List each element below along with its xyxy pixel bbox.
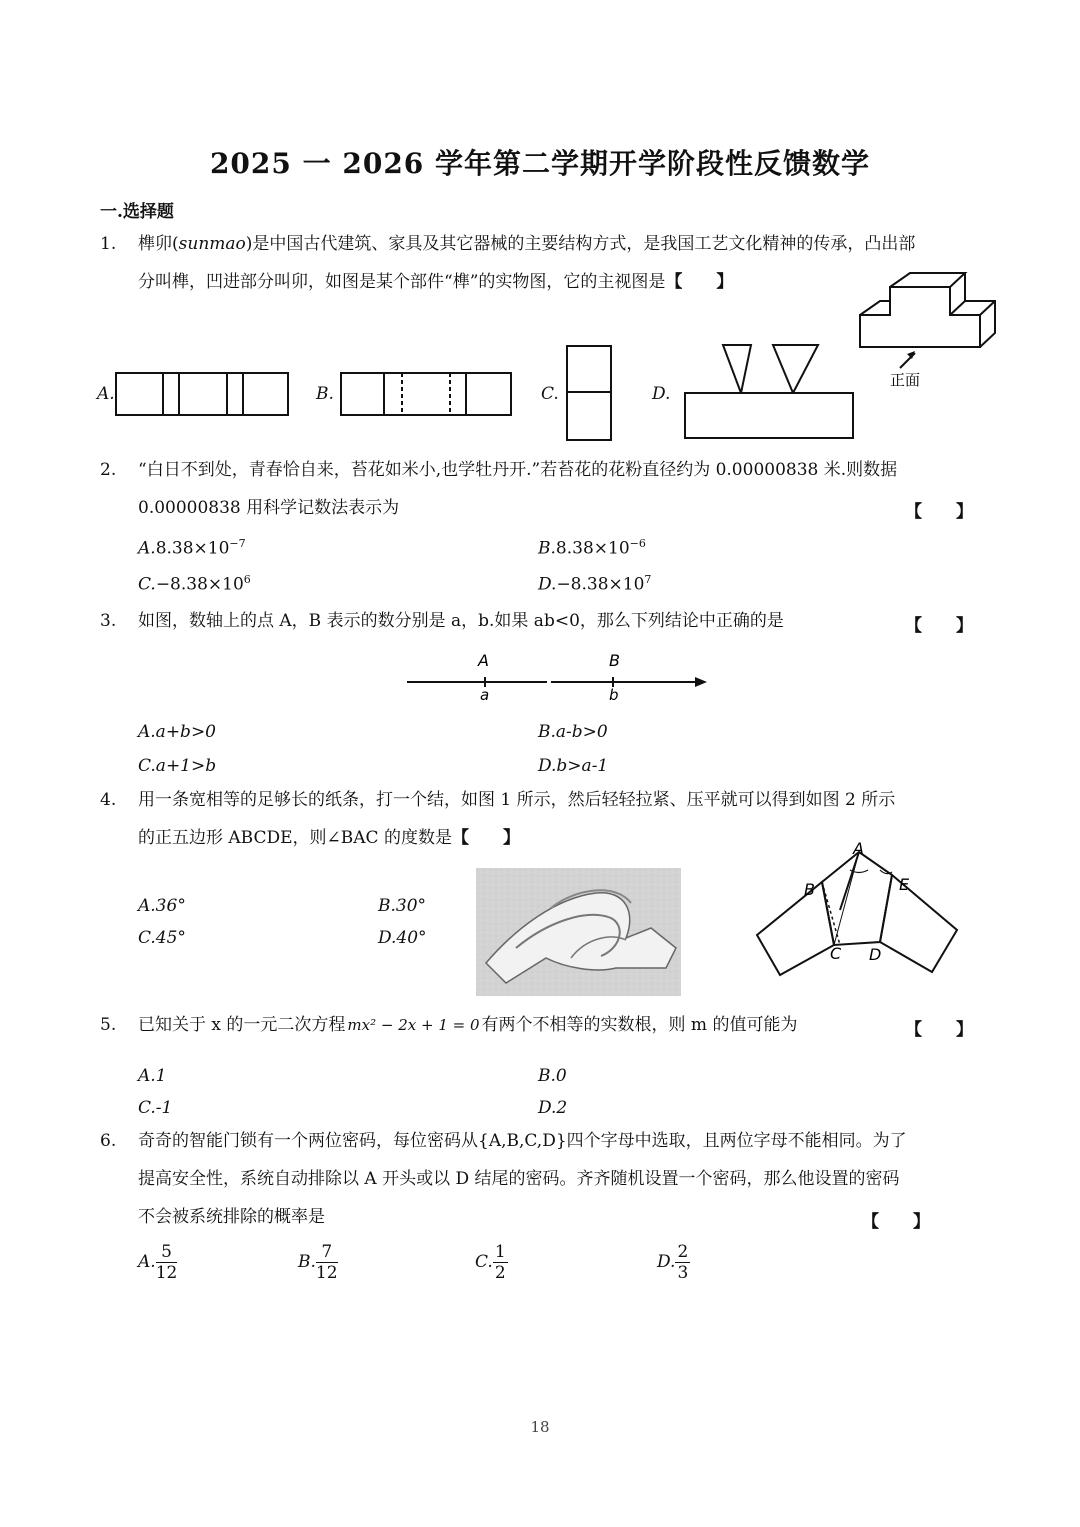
q6-number: 6.	[100, 1131, 117, 1151]
q1-option-c-figure	[566, 345, 614, 443]
point-b-label: B	[609, 651, 620, 670]
vertex-a-label: A	[853, 839, 864, 858]
q5-option-a[interactable]: A.1	[138, 1066, 167, 1086]
point-a-label: A	[478, 651, 489, 670]
q1-option-c[interactable]: C.	[541, 384, 559, 404]
answer-bracket: 【 】	[665, 272, 734, 292]
page-number: 18	[530, 1418, 550, 1436]
q2-number: 2.	[100, 460, 117, 480]
answer-bracket: 【 】	[905, 1020, 973, 1040]
q4-number: 4.	[100, 790, 117, 810]
q1-number: 1.	[100, 234, 117, 254]
q2-option-b[interactable]: $B.8.38\times 10^{-6}$	[538, 537, 646, 559]
q6-option-a[interactable]: A. $\frac{5}{12}$	[138, 1242, 178, 1283]
q1-tenon-3d-figure	[855, 265, 1005, 395]
front-label: 正面	[890, 371, 921, 389]
q6-option-c[interactable]: C. $\frac{1}{2}$	[475, 1242, 506, 1283]
q4-line1: 用一条宽相等的足够长的纸条，打一个结，如图 1 所示，然后轻轻拉紧、压平就可以得到如图 2 所示	[138, 790, 896, 810]
q6-line2: 提高安全性，系统自动排除以 A 开头或以 D 结尾的密码。齐齐随机设置一个密码，那么他设置的密码	[138, 1169, 900, 1189]
vertex-e-label: E	[899, 875, 910, 894]
value-a-label: a	[480, 686, 490, 704]
answer-bracket: 【 】	[905, 616, 973, 636]
q5-option-b[interactable]: B.0	[538, 1066, 567, 1086]
q5-option-c[interactable]: C.-1	[138, 1098, 173, 1118]
vertex-c-label: C	[830, 944, 842, 963]
q4-option-b[interactable]: B.30°	[378, 896, 427, 916]
q1-line1: 榫卯(sunmao)是中国古代建筑、家具及其它器械的主要结构方式，是我国工艺文化精神的传承，凸出部	[138, 234, 916, 254]
q2-option-d[interactable]: $D.-8.38\times 10^7$	[538, 573, 652, 595]
q1-option-a-figure	[115, 372, 290, 417]
answer-bracket: 【 】	[905, 502, 973, 522]
q2-line1: “白日不到处，青春恰自来，苔花如米小,也学牡丹开.”若苔花的花粉直径约为 0.00000838 米.则数据	[138, 460, 898, 480]
q6-line3: 不会被系统排除的概率是	[138, 1207, 325, 1227]
q1-option-a[interactable]: A.	[97, 384, 115, 404]
q3-number-line	[405, 648, 715, 703]
q4-option-c[interactable]: C.45°	[138, 928, 186, 948]
q4-pentagon-figure	[752, 840, 967, 985]
page-title: 2025 一 2026 学年第二学期开学阶段性反馈数学	[209, 147, 871, 180]
q1-option-d-figure	[683, 343, 858, 441]
q1-option-b[interactable]: B.	[316, 384, 334, 404]
vertex-d-label: D	[869, 945, 882, 964]
q3-option-d[interactable]: D.b>a-1	[538, 756, 609, 776]
q1-line2: 分叫榫，凹进部分叫卯，如图是某个部件“榫”的实物图，它的主视图是【 】	[138, 272, 734, 292]
q2-line2: 0.00000838 用科学记数法表示为	[138, 498, 400, 518]
q5-text: 已知关于 x 的一元二次方程 mx² − 2x + 1 = 0 有两个不相等的实数根，则 m 的值可能为	[138, 1015, 798, 1035]
q6-option-d[interactable]: D. $\frac{2}{3}$	[657, 1242, 689, 1283]
answer-bracket: 【 】	[862, 1212, 930, 1232]
q1-option-b-figure	[340, 372, 515, 417]
value-b-label: b	[609, 686, 619, 704]
q3-number: 3.	[100, 611, 117, 631]
q4-knot-photo	[476, 868, 681, 996]
q2-option-a[interactable]: $A.8.38\times 10^{-7}$	[138, 537, 246, 559]
q5-option-d[interactable]: D.2	[538, 1098, 568, 1118]
section-heading: 一.选择题	[100, 202, 174, 222]
q5-equation: mx² − 2x + 1 = 0	[347, 1016, 480, 1034]
q4-option-d[interactable]: D.40°	[378, 928, 427, 948]
q5-number: 5.	[100, 1015, 117, 1035]
q6-line1: 奇奇的智能门锁有一个两位密码，每位密码从{A,B,C,D}四个字母中选取，且两位字母不能相同。为了	[138, 1131, 907, 1151]
q3-option-b[interactable]: B.a-b>0	[538, 722, 608, 742]
q3-text: 如图，数轴上的点 A，B 表示的数分别是 a，b.如果 ab<0，那么下列结论中正确的是	[138, 611, 784, 631]
q3-option-a[interactable]: A.a+b>0	[138, 722, 217, 742]
answer-bracket: 【 】	[451, 828, 520, 848]
q4-option-a[interactable]: A.36°	[138, 896, 186, 916]
q1-option-d[interactable]: D.	[652, 384, 671, 404]
q3-option-c[interactable]: C.a+1>b	[138, 756, 217, 776]
q6-option-b[interactable]: B. $\frac{7}{12}$	[298, 1242, 338, 1283]
q2-option-c[interactable]: $C.-8.38\times 10^6$	[138, 573, 251, 595]
vertex-b-label: B	[804, 880, 815, 899]
q4-line2: 的正五边形 ABCDE，则∠BAC 的度数是【 】	[138, 828, 520, 848]
